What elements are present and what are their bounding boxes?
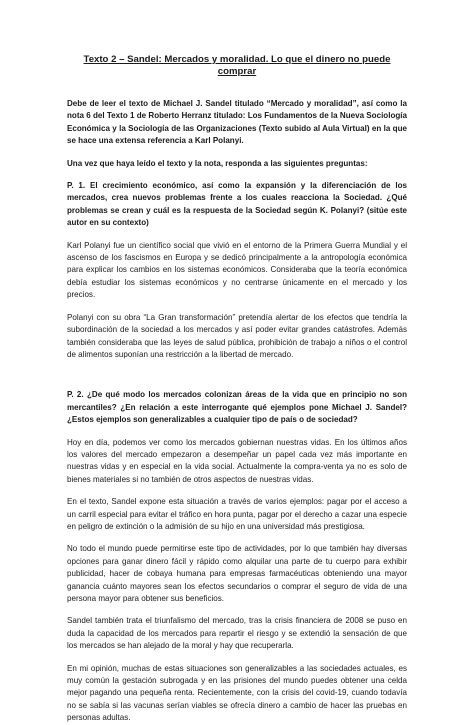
answer-1-paragraph-2: Polanyi con su obra “La Gran transformación” pretendía alertar de los efectos que tendría la subordinación de la sociedad a los mercados y así poder evitar grandes catástrofes. Además también consideraba que las leyes de salud pública, prohibición de trabajo a niños o el control de alimentos suponían una restricción a la libertad de mercado. — [67, 312, 407, 359]
answer-1-paragraph-1: Karl Polanyi fue un científico social que vivió en el entorno de la Primera Guerra Mundial y el ascenso de los fascismos en Europa y se dedicó principalmente a la antropología económica para explicar los cambios en los sistemas económicos. Consideraba que la teoría económica debía estudiar los sistemas económicos y no centrarse únicamente en el mercado y los precios. — [67, 240, 407, 300]
document-title: Texto 2 – Sandel: Mercados y moralidad. Lo que el dinero no puede comprar — [83, 54, 391, 77]
answer-2-paragraph-2: En el texto, Sandel expone esta situación a través de varios ejemplos: pagar por el acceso a un carril especial para evitar el tráfico en hora punta, pagar por el derecho a cazar una especie en peligro de extinción o la admisión de su hijo en una universidad más prestigiosa. — [67, 497, 407, 531]
answer-2-paragraph-3: No todo el mundo puede permitirse este tipo de actividades, por lo que también hay diversas opciones para ganar dinero fácil y rápido como alquilar una parte de tu cuerpo para exhibir publicidad, hacer de cobaya humana para empresas farmacéuticas obteniendo una mayor ganancia cuánto mayores sean los efectos secundarios o comprar el seguro de vida de una persona mayor para obtener sus beneficios. — [67, 544, 407, 603]
prompt-paragraph: Una vez que haya leído el texto y la nota, responda a las siguientes preguntas: — [67, 158, 368, 168]
instructions-paragraph: Debe de leer el texto de Michael J. Sandel titulado “Mercado y moralidad”, así como la nota 6 del Texto 1 de Roberto Herranz titulado: Los Fundamentos de la Nueva Sociología Económica y la Sociología de las Organizaciones (Texto subido al Aula Virtual) en la que se hace una extensa referencia a Karl Polanyi. — [67, 99, 407, 146]
answer-2-paragraph-5: En mi opinión, muchas de estas situaciones son generalizables a las sociedades actuales, es muy común la gestación subrogada y en las prisiones del mundo puedes obtener una celda mejor pagando una pequeña renta. Recientemente, con la crisis del covid-19, cuando todavía no se sabía si las vacunas serían viables se ofrecía dinero a cambio de hacer las pruebas en personas adultas. — [67, 663, 407, 723]
answer-2-paragraph-4: Sandel también trata el triunfalismo del mercado, tras la crisis financiera de 2008 se puso en duda la capacidad de los mercados para repartir el riesgo y se extendió la sensación de que los mercados se han alejado de la moral y hay que recuperarla. — [67, 616, 407, 651]
question-2: P. 2. ¿De qué modo los mercados colonizan áreas de la vida que en principio no son mercantiles? ¿En relación a este interrogante qué ejemplos pone Michael J. Sandel? ¿Estos ejemplos son generalizables a cualquier tipo de país o de sociedad? — [67, 390, 407, 425]
question-1: P. 1. El crecimiento económico, así como la expansión y la diferenciación de los mercados, crea nuevos problemas frente a los cuales reacciona la Sociedad. ¿Qué problemas se crean y cuál es la respuesta de la Sociedad según K. Polanyi? (sitúe este autor en su contexto) — [67, 181, 407, 228]
answer-2-paragraph-1: Hoy en día, podemos ver como los mercados gobiernan nuestras vidas. En los últimos años los valores del mercado empezaron a desempeñar un papel cada vez más importante en nuestras vidas y en especial en la vida social. Actualmente la compra-venta ya no es solo de bienes materiales si no también de otros aspectos de nuestras vidas. — [67, 437, 407, 484]
section-spacer — [67, 371, 407, 389]
